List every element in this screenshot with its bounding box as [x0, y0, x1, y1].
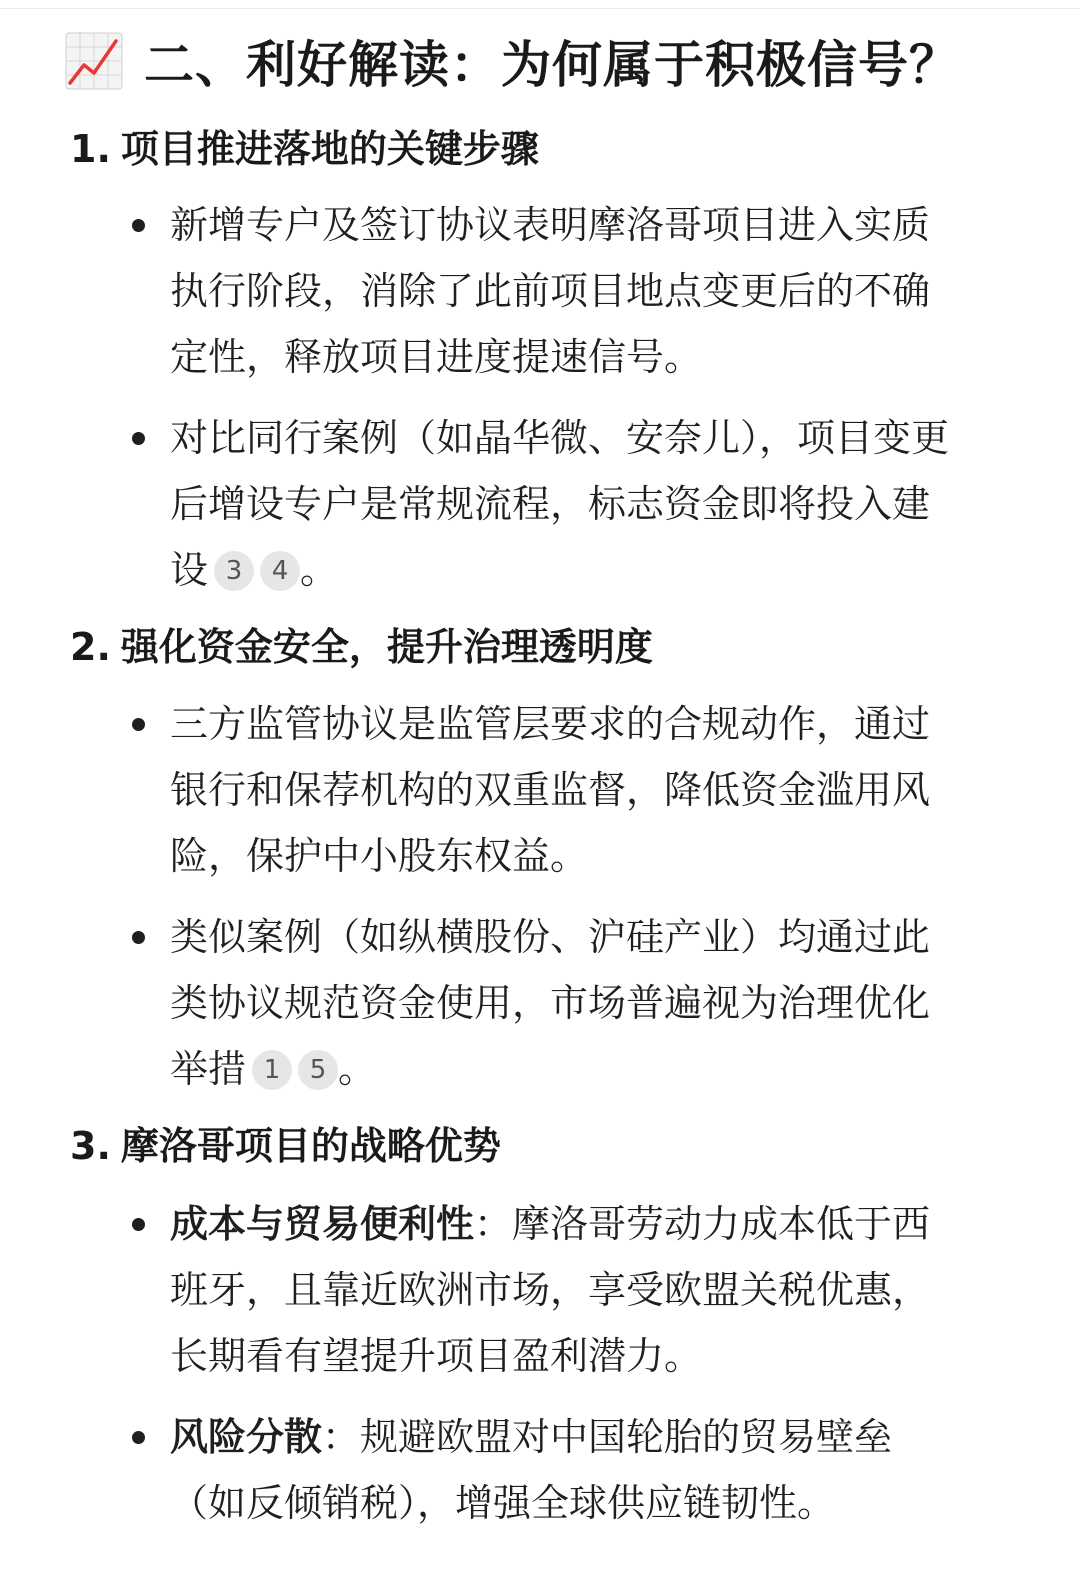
text-line: 险，保护中小股东权益。: [170, 834, 589, 878]
list-item: [170, 1191, 1020, 1389]
section-title-2: [70, 624, 653, 670]
citation-badge[interactable]: 4: [260, 551, 300, 591]
section-title-3: [70, 1123, 501, 1169]
list-item: [170, 691, 1020, 889]
text-line: [170, 1404, 1020, 1470]
section-number: 3.: [70, 1124, 111, 1168]
list-item: [170, 1404, 1020, 1536]
text-line: [170, 1191, 1020, 1257]
list-item: [170, 405, 1020, 603]
text-line: （如反倾销税），增强全球供应链韧性。: [170, 1481, 836, 1525]
top-divider: [0, 8, 1080, 9]
text-fragment: ：规避欧盟对中国轮胎的贸易壁垒: [322, 1415, 893, 1459]
list-item: [170, 904, 1020, 1102]
citation-badge[interactable]: 5: [298, 1050, 338, 1090]
text-line: 新增专户及签订协议表明摩洛哥项目进入实质: [170, 203, 931, 247]
text-line: 长期看有望提升项目盈利潜力。: [170, 1334, 703, 1378]
bold-label: 成本与贸易便利性: [170, 1202, 475, 1246]
section-number: 1.: [70, 127, 111, 171]
section-title-text: 摩洛哥项目的战略优势: [120, 1124, 501, 1168]
bold-label: 风险分散: [170, 1415, 323, 1459]
text-line: 班牙，且靠近欧洲市场，享受欧盟关税优惠，: [170, 1268, 931, 1312]
text-line: [170, 1036, 1020, 1102]
text-fragment: 。: [300, 548, 339, 592]
text-line: 类协议规范资金使用，市场普遍视为治理优化: [170, 981, 931, 1025]
text-line: 执行阶段，消除了此前项目地点变更后的不确: [170, 269, 931, 313]
text-line: 三方监管协议是监管层要求的合规动作，通过: [170, 702, 931, 746]
text-line: 银行和保荐机构的双重监督，降低资金滥用风: [170, 768, 931, 812]
text-line: 对比同行案例（如晶华微、安奈儿），项目变更: [170, 416, 950, 460]
text-line: 定性，释放项目进度提速信号。: [170, 335, 703, 379]
section-number: 2.: [70, 625, 111, 669]
text-line: 后增设专户是常规流程，标志资金即将投入建: [170, 482, 931, 526]
text-fragment: ：摩洛哥劳动力成本低于西: [474, 1202, 931, 1246]
text-fragment: 设: [170, 548, 209, 592]
section-title-1: [70, 126, 539, 172]
heading-title: 二、利好解读：为何属于积极信号？: [144, 36, 960, 94]
chart-increasing-icon: [64, 31, 124, 91]
section-title-text: 项目推进落地的关键步骤: [120, 127, 539, 171]
section-title-text: 强化资金安全，提升治理透明度: [120, 625, 653, 669]
citation-badge[interactable]: 1: [252, 1050, 292, 1090]
text-fragment: 。: [338, 1047, 377, 1091]
list-item: [170, 192, 1020, 390]
section-heading: [64, 26, 1044, 96]
citation-badge[interactable]: 3: [214, 551, 254, 591]
text-line: 类似案例（如纵横股份、沪硅产业）均通过此: [170, 915, 931, 959]
text-line: [170, 537, 1020, 603]
text-fragment: 举措: [170, 1047, 247, 1091]
